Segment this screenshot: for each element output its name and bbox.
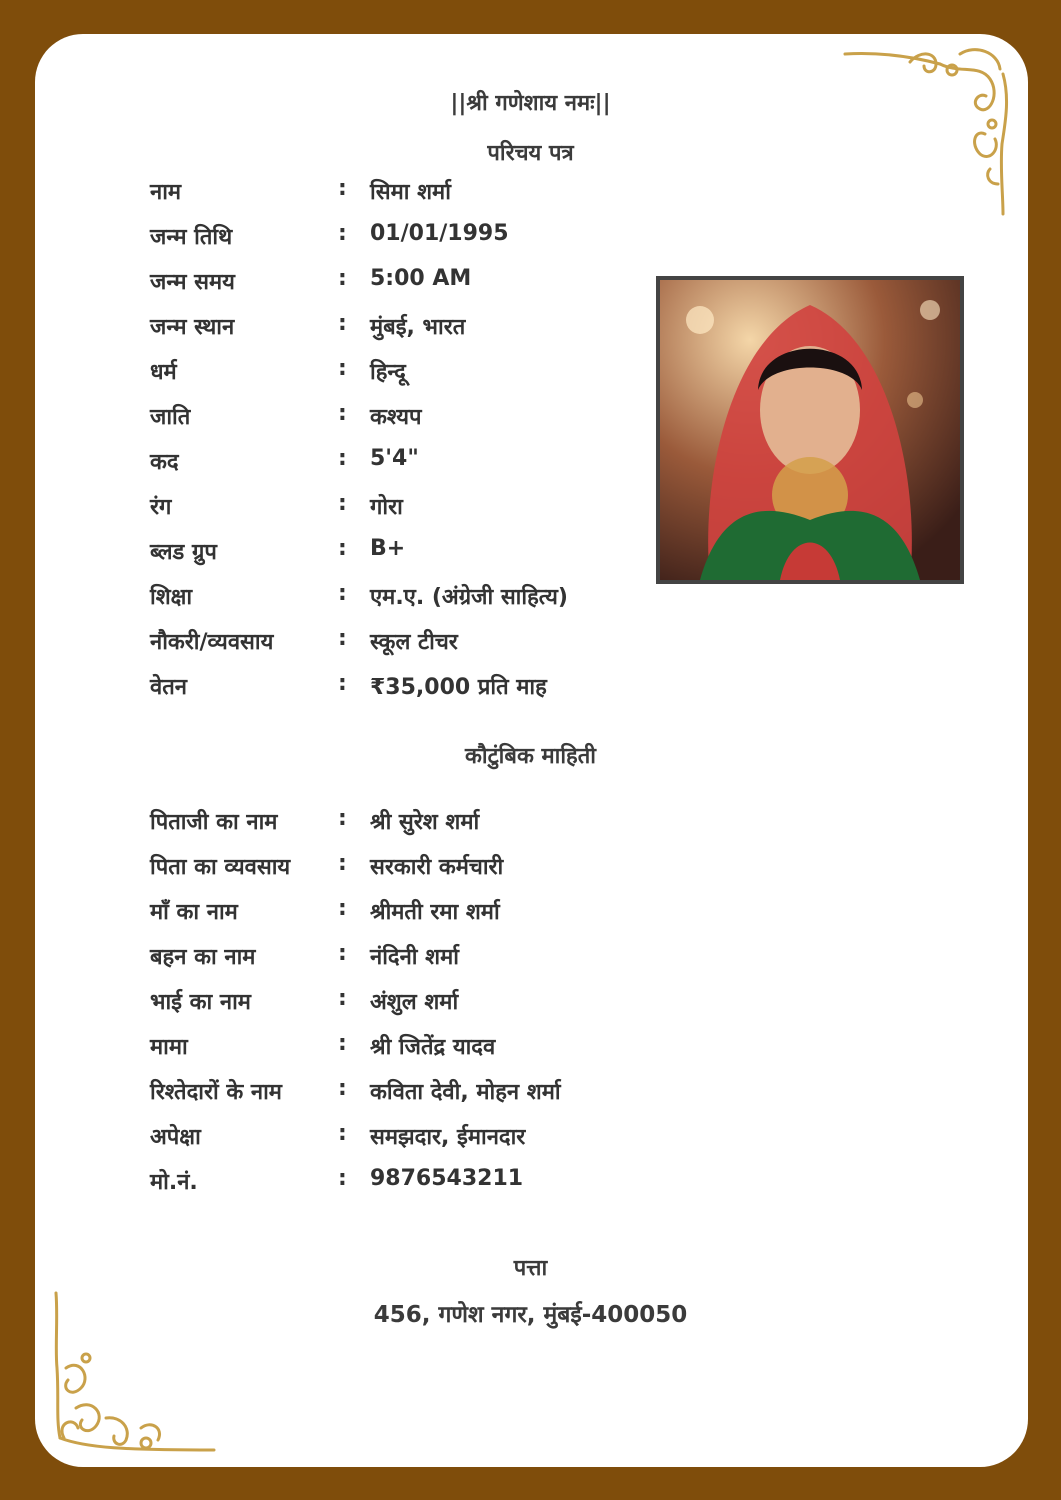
field-value: 5'4" bbox=[370, 446, 419, 471]
field-separator: : bbox=[338, 221, 347, 246]
field-separator: : bbox=[338, 1076, 347, 1101]
field-label: ब्लड ग्रुप bbox=[150, 540, 217, 565]
field-separator: : bbox=[338, 896, 347, 921]
field-value: श्री जितेंद्र यादव bbox=[370, 1035, 496, 1060]
field-separator: : bbox=[338, 311, 347, 336]
field-separator: : bbox=[338, 401, 347, 426]
field-separator: : bbox=[338, 581, 347, 606]
field-separator: : bbox=[338, 266, 347, 291]
field-separator: : bbox=[338, 626, 347, 651]
field-value: सिमा शर्मा bbox=[370, 180, 451, 205]
field-label: मो.नं. bbox=[150, 1170, 198, 1195]
field-label: जाति bbox=[150, 405, 191, 430]
field-label: धर्म bbox=[150, 360, 177, 385]
field-label: पिताजी का नाम bbox=[150, 810, 278, 835]
address-text: 456, गणेश नगर, मुंबई-400050 bbox=[373, 1302, 688, 1328]
field-label: मामा bbox=[150, 1035, 188, 1060]
field-label: भाई का नाम bbox=[150, 990, 251, 1015]
profile-photo bbox=[656, 276, 964, 584]
field-label: जन्म स्थान bbox=[150, 315, 235, 340]
field-label: जन्म तिथि bbox=[150, 225, 233, 250]
address-title: पत्ता bbox=[513, 1256, 548, 1281]
field-label: पिता का व्यवसाय bbox=[150, 855, 291, 880]
field-separator: : bbox=[338, 356, 347, 381]
field-separator: : bbox=[338, 671, 347, 696]
field-label: बहन का नाम bbox=[150, 945, 256, 970]
field-value: नंदिनी शर्मा bbox=[370, 945, 459, 970]
field-separator: : bbox=[338, 806, 347, 831]
field-separator: : bbox=[338, 1121, 347, 1146]
field-value: एम.ए. (अंग्रेजी साहित्य) bbox=[370, 585, 568, 610]
field-value: ₹35,000 प्रति माह bbox=[370, 675, 547, 700]
field-value: कश्यप bbox=[370, 405, 422, 430]
page-title: परिचय पत्र bbox=[487, 141, 574, 166]
field-separator: : bbox=[338, 1031, 347, 1056]
field-value: कविता देवी, मोहन शर्मा bbox=[370, 1080, 561, 1105]
field-label: रंग bbox=[150, 495, 172, 520]
field-separator: : bbox=[338, 986, 347, 1011]
field-label: नाम bbox=[150, 180, 182, 205]
field-value: समझदार, ईमानदार bbox=[370, 1125, 526, 1150]
field-value: मुंबई, भारत bbox=[370, 315, 466, 340]
field-value: गोरा bbox=[370, 495, 403, 520]
field-label: शिक्षा bbox=[150, 585, 193, 610]
field-separator: : bbox=[338, 941, 347, 966]
field-label: जन्म समय bbox=[150, 270, 235, 295]
field-separator: : bbox=[338, 536, 347, 561]
field-separator: : bbox=[338, 851, 347, 876]
family-section-title: कौटुंबिक माहिती bbox=[465, 744, 596, 769]
invocation-heading: ||श्री गणेशाय नमः|| bbox=[450, 91, 611, 116]
field-label: रिश्तेदारों के नाम bbox=[150, 1080, 282, 1105]
field-value: 01/01/1995 bbox=[370, 221, 509, 246]
field-value: श्री सुरेश शर्मा bbox=[370, 810, 480, 835]
field-value: B+ bbox=[370, 536, 406, 561]
field-label: नौकरी/व्यवसाय bbox=[150, 630, 274, 655]
field-separator: : bbox=[338, 1166, 347, 1191]
bride-portrait-image bbox=[660, 280, 960, 580]
field-separator: : bbox=[338, 491, 347, 516]
field-value: 9876543211 bbox=[370, 1166, 524, 1191]
field-label: वेतन bbox=[150, 675, 187, 700]
field-label: अपेक्षा bbox=[150, 1125, 201, 1150]
field-value: अंशुल शर्मा bbox=[370, 990, 459, 1015]
field-label: कद bbox=[150, 450, 179, 475]
field-separator: : bbox=[338, 176, 347, 201]
field-value: श्रीमती रमा शर्मा bbox=[370, 900, 500, 925]
field-value: हिन्दू bbox=[370, 360, 406, 385]
field-value: स्कूल टीचर bbox=[370, 630, 458, 655]
corner-ornament-top-right bbox=[840, 44, 1015, 219]
field-value: 5:00 AM bbox=[370, 266, 472, 291]
field-label: माँ का नाम bbox=[150, 900, 238, 925]
field-value: सरकारी कर्मचारी bbox=[370, 855, 504, 880]
field-separator: : bbox=[338, 446, 347, 471]
